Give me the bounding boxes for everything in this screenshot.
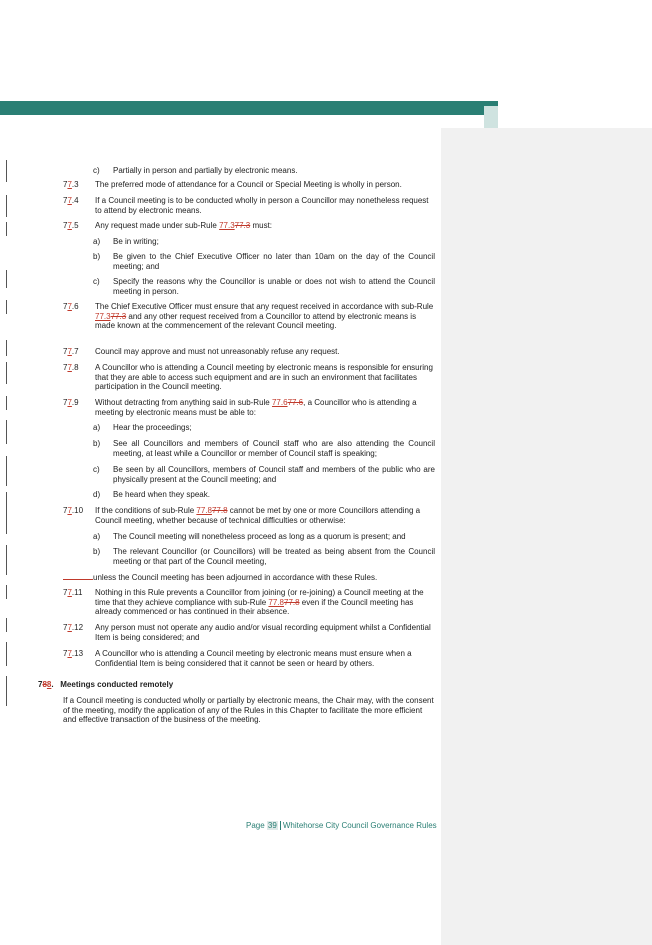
section-heading: 788. Meetings conducted remotely (38, 680, 174, 689)
sub-item-label: b) (93, 547, 101, 556)
rule-text: Council may approve and must not unreasonably refuse any request. (95, 347, 340, 356)
deleted-text: 77.8 (211, 506, 228, 515)
rule-text: Nothing in this Rule prevents a Councillor from joining (or re-joining) a Council meeting at the time that they achieve compliance with sub-Rule 77.877.8 even if the Council meeting has already commenced or has continued in their absence. (95, 588, 424, 617)
rule-number: 77.11 (63, 588, 83, 597)
inserted-text: 7 (67, 196, 72, 205)
sub-item-text: Partially in person and partially by electronic means. (113, 166, 298, 175)
change-bar (6, 362, 7, 384)
change-bar (6, 545, 7, 575)
sub-item-text: Be heard when they speak. (113, 490, 210, 499)
change-bar (6, 195, 7, 217)
sub-item-label: d) (93, 490, 101, 499)
change-bar (6, 396, 7, 410)
page-number: 39 (267, 821, 277, 830)
inserted-text: 7 (67, 363, 72, 372)
rule-text: A Councillor who is attending a Council meeting by electronic means is responsible for ensuring that they are able to access such equipment and are in such an environment that facilitates participation in the Council meeting. (95, 363, 433, 392)
inserted-text: 7 (67, 506, 72, 515)
sub-item-label: c) (93, 277, 100, 286)
page-footer: Page 39 Whitehorse City Council Governance Rules (246, 821, 437, 830)
rule-number: 77.9 (63, 398, 79, 407)
change-bar (6, 222, 7, 236)
inserted-text: 7 (67, 347, 72, 356)
rule-number: 77.10 (63, 506, 84, 515)
inserted-text: 77.8 (268, 597, 284, 607)
inserted-text: 77.3 (219, 221, 235, 230)
rule-number: 77.4 (63, 196, 79, 205)
rule-number: 77.12 (63, 623, 84, 632)
deleted-text: 77.3 (110, 311, 127, 321)
rule-text: If the conditions of sub-Rule 77.877.8 cannot be met by one or more Councillors attending a Council meeting, whether because of technical difficulties or otherwise: (95, 506, 421, 525)
sub-item-label: c) (93, 465, 100, 474)
inserted-text: 77.8 (196, 506, 212, 515)
sub-item-text: Hear the proceedings; (113, 423, 192, 432)
change-bar (6, 642, 7, 666)
sub-item-text: The relevant Councillor (or Councillors) will be treated as being absent from the Council meeting or that part of the Council meeting, (113, 547, 435, 566)
inserted-text: 7 (67, 302, 72, 311)
sub-item-label: a) (93, 423, 101, 432)
continuation-text: unless the Council meeting has been adjourned in accordance with these Rules. (63, 572, 435, 583)
inserted-text: 7 (67, 588, 72, 597)
rule-text: Any request made under sub-Rule 77.377.3 must: (95, 221, 273, 230)
sub-item-label: c) (93, 166, 100, 175)
rule-number: 77.7 (63, 347, 79, 356)
deleted-text: 77.3 (234, 221, 251, 230)
comment-sidebar (441, 128, 652, 945)
rule-number: 77.13 (63, 649, 84, 658)
inserted-text: 7 (67, 649, 72, 658)
rule-number: 77.6 (63, 302, 79, 311)
inserted-text: 77.3 (95, 311, 111, 321)
sub-item-label: a) (93, 237, 101, 246)
inserted-text: 7 (67, 180, 72, 189)
change-bar (6, 420, 7, 444)
sub-item-text: See all Councillors and members of Council staff who are also attending the Council meeting, at least while a Councillor or member of Council staff is speaking; (113, 439, 435, 458)
deleted-text: 77.8 (284, 597, 300, 607)
rule-text: Without detracting from anything said in sub-Rule 77.677.6, a Councillor who is attending a meeting by electronic means must be able to: (95, 398, 417, 417)
header-band-accent (484, 106, 498, 128)
sub-item-label: b) (93, 439, 101, 448)
rule-text: If a Council meeting is to be conducted wholly in person a Councillor may nonetheless request to attend by electronic means. (95, 196, 429, 215)
inserted-text: 7 (67, 221, 72, 230)
sub-item-label: b) (93, 252, 101, 261)
change-bar (6, 456, 7, 486)
inserted-text: 7 (67, 398, 72, 407)
document-title: Whitehorse City Council Governance Rules (282, 821, 437, 830)
rule-text: The Chief Executive Officer must ensure that any request received in accordance with sub-Rule 77.377.3 and any other request received from a Councillor to attend by electronic means is made known at the commencement of the relevant Council meeting. (95, 302, 434, 331)
sub-item-text: The Council meeting will nonetheless proceed as long as a quorum is present; and (113, 532, 406, 541)
rule-text: A Councillor who is attending a Council meeting by electronic means must ensure when a Confidential Item is being considered that it cannot be seen or heard by others. (95, 649, 412, 668)
header-band (0, 101, 498, 115)
rule-number: 77.8 (63, 363, 79, 372)
sub-item-text: Specify the reasons why the Councillor is unable or does not wish to attend the Council meeting in person. (113, 277, 435, 296)
change-bar (6, 492, 7, 534)
rule-text: The preferred mode of attendance for a Council or Special Meeting is wholly in person. (95, 180, 402, 189)
change-bar (6, 300, 7, 314)
sub-item-text: Be seen by all Councillors, members of Council staff and members of the public who are physically present at the Council meeting; and (113, 465, 435, 484)
section-paragraph: If a Council meeting is conducted wholly or partially by electronic means, the Chair may, with the consent of the meeting, modify the application of any of the Rules in this Chapter to facilitate the more efficient and effective transaction of the business of the meeting. (63, 696, 434, 725)
change-bar (6, 618, 7, 632)
rule-text: Any person must not operate any audio and/or visual recording equipment whilst a Confidential Item is being considered; and (95, 623, 431, 642)
sub-item-text: Be given to the Chief Executive Officer no later than 10am on the day of the Council meeting; and (113, 252, 435, 271)
deleted-text: 77.6 (287, 398, 304, 407)
sub-item-label: a) (93, 532, 101, 541)
change-bar (6, 676, 7, 706)
change-bar (6, 270, 7, 288)
change-bar (6, 160, 7, 182)
sub-item-text: Be in writing; (113, 237, 159, 246)
inserted-text: 77.6 (271, 398, 288, 407)
inserted-text: 7 (67, 623, 72, 632)
change-bar (6, 340, 7, 356)
rule-number: 77.3 (63, 180, 79, 189)
rule-number: 77.5 (63, 221, 79, 230)
change-bar (6, 585, 7, 599)
